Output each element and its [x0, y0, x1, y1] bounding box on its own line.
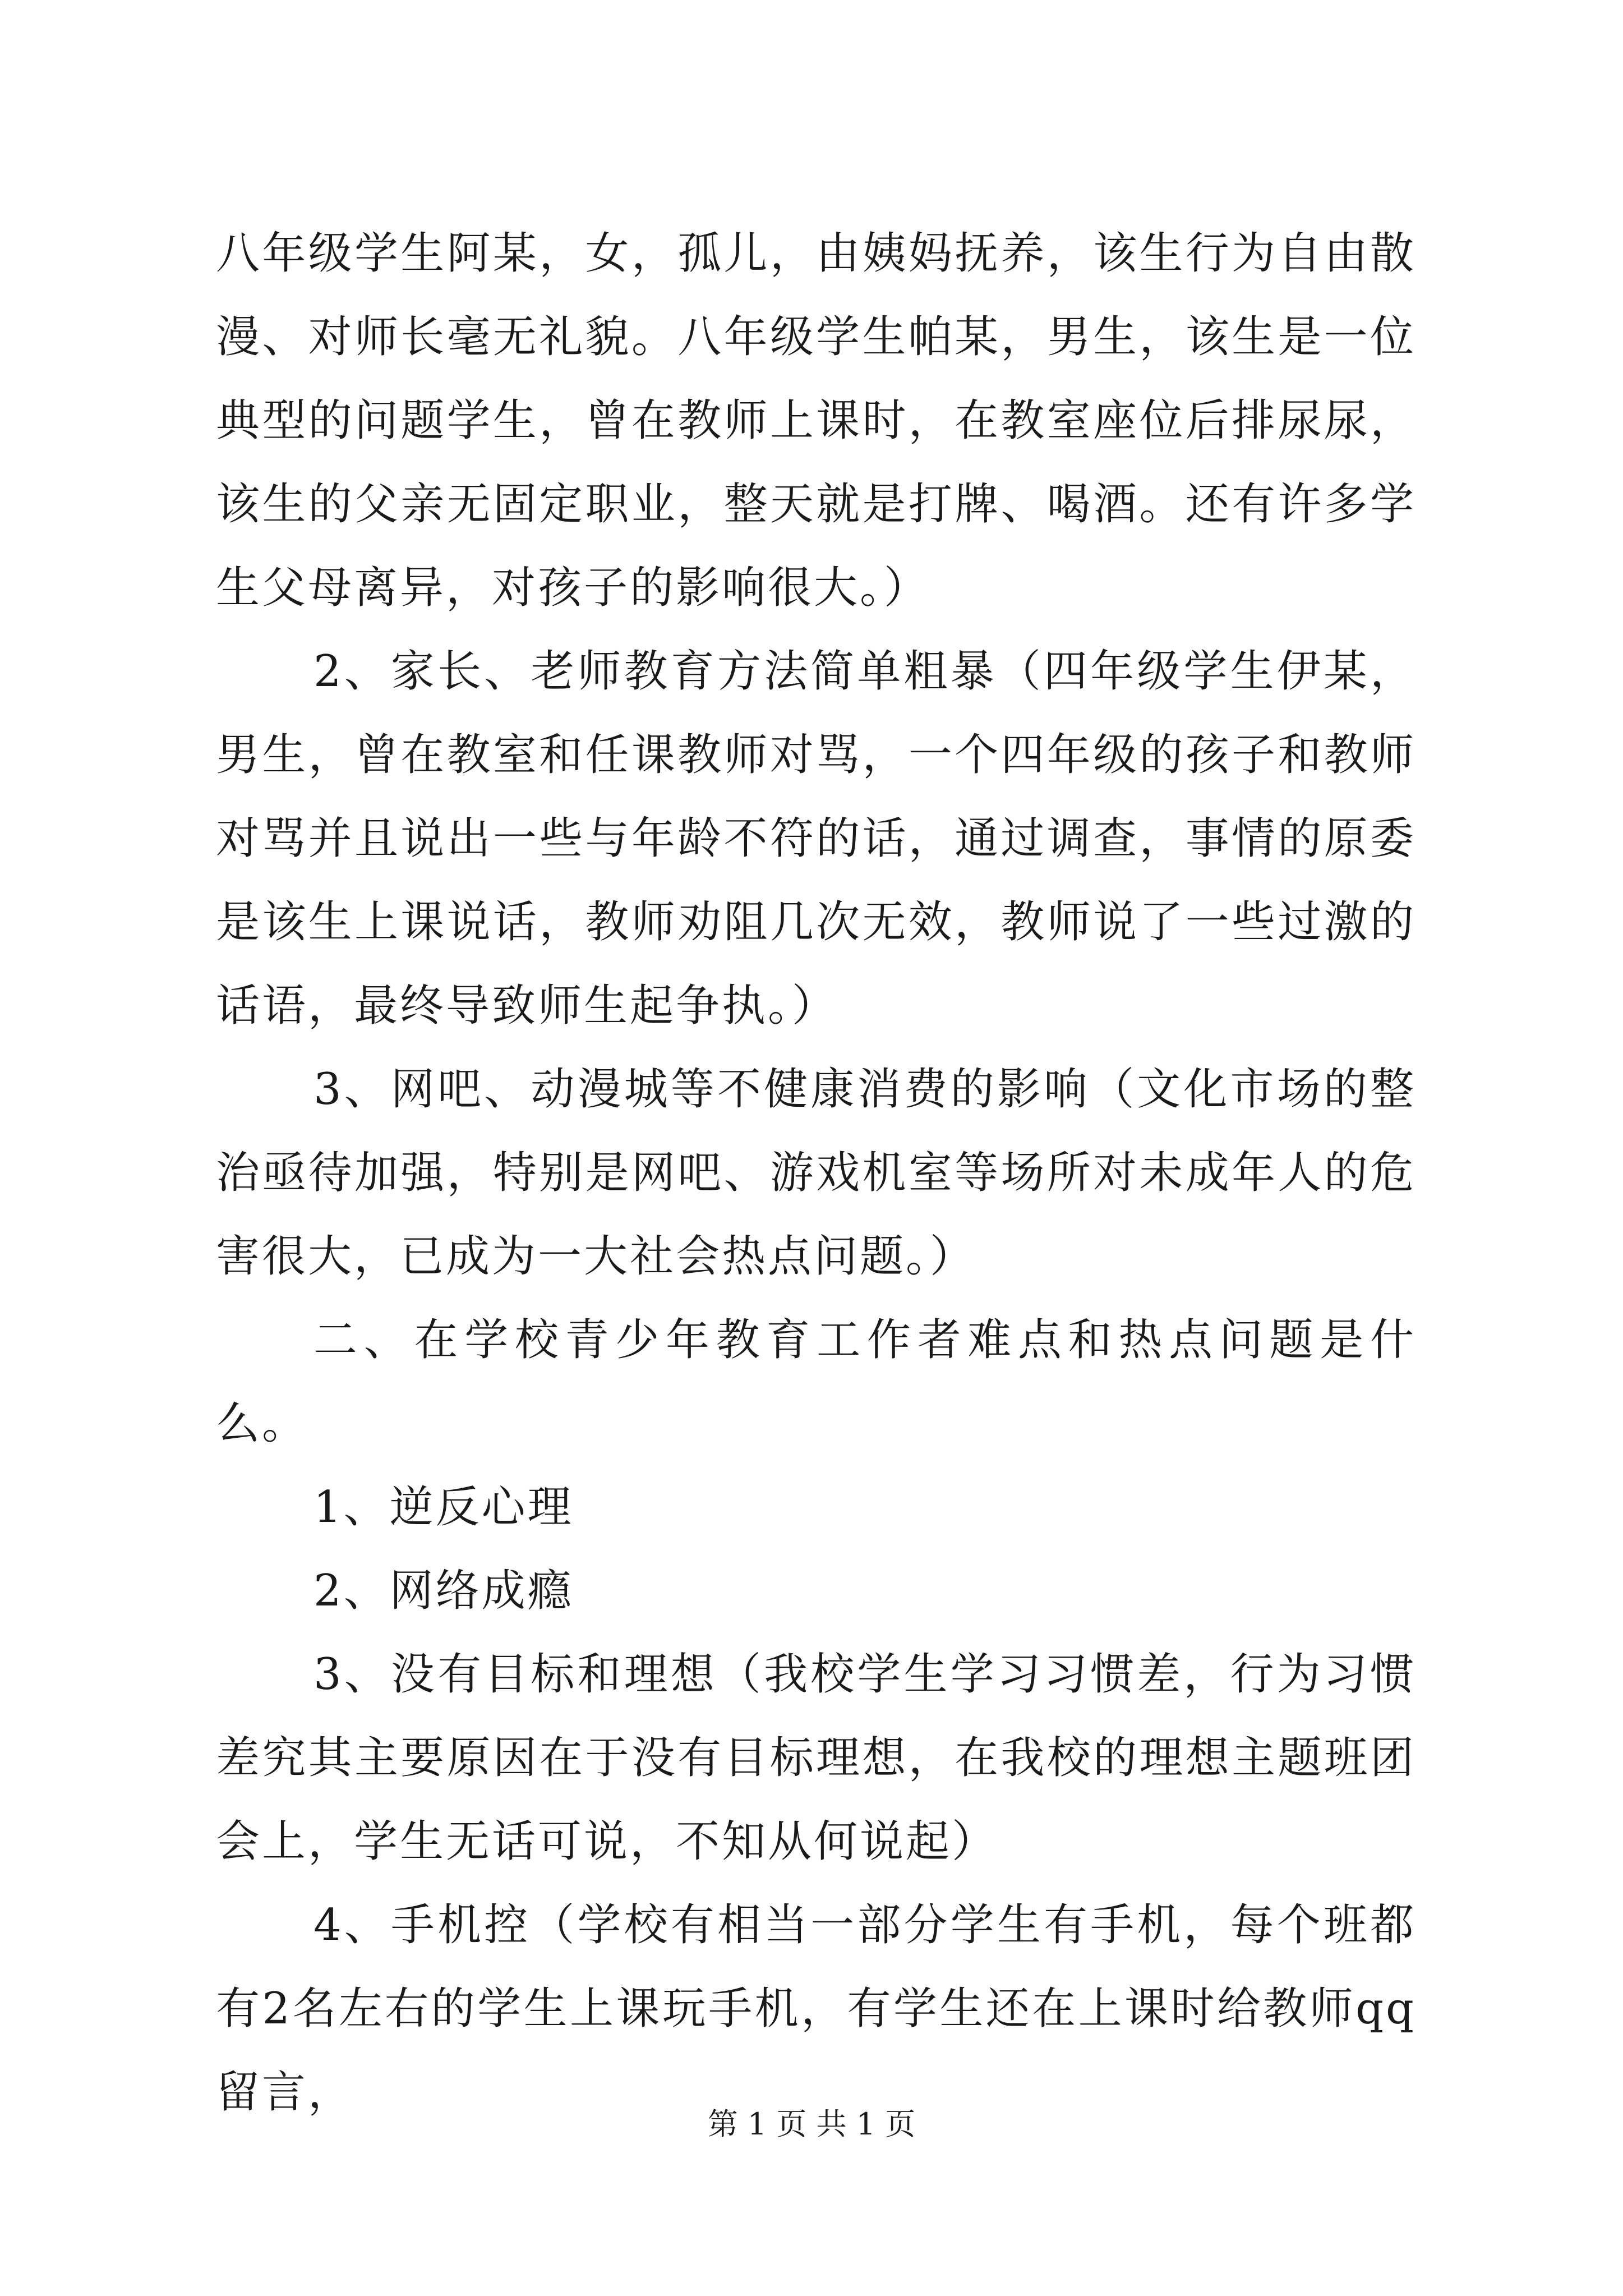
paragraph-1: 八年级学生阿某，女，孤儿，由姨妈抚养，该生行为自由散漫、对师长毫无礼貌。八年级学生帕某，男生，该生是一位典型的问题学生，曾在教师上课时，在教室座位后排尿尿，该生的父亲无固定职业，整天就是打牌、喝酒。还有许多学生父母离异，对孩子的影响很大。）: [216, 228, 1416, 613]
list-item-1: 1、逆反心理: [313, 1482, 574, 1533]
section-heading: 二、在学校青少年教育工作者难点和热点问题是什么。: [216, 1315, 1416, 1449]
list-item-3: 3、没有目标和理想（我校学生学习习惯差，行为习惯差究其主要原因在于没有目标理想，在我校的理想主题班团会上，学生无话可说，不知从何说起）: [216, 1649, 1416, 1867]
page-footer: 第 1 页 共 1 页: [707, 2106, 916, 2142]
document-body: [216, 212, 1416, 2134]
paragraph-2: 2、家长、老师教育方法简单粗暴（四年级学生伊某，男生，曾在教室和任课教师对骂，一个四年级的孩子和教师对骂并且说出一些与年龄不符的话，通过调查，事情的原委是该生上课说话，教师劝阻几次无效，教师说了一些过激的话语，最终导致师生起争执。）: [216, 646, 1416, 1031]
paragraph-3: 3、网吧、动漫城等不健康消费的影响（文化市场的整治亟待加强，特别是网吧、游戏机室等场所对未成年人的危害很大，已成为一大社会热点问题。）: [216, 1064, 1416, 1282]
list-item-4: 4、手机控（学校有相当一部分学生有手机，每个班都有2名左右的学生上课玩手机，有学生还在上课时给教师qq留言，: [216, 1900, 1416, 2118]
list-item-2: 2、网络成瘾: [313, 1566, 574, 1616]
